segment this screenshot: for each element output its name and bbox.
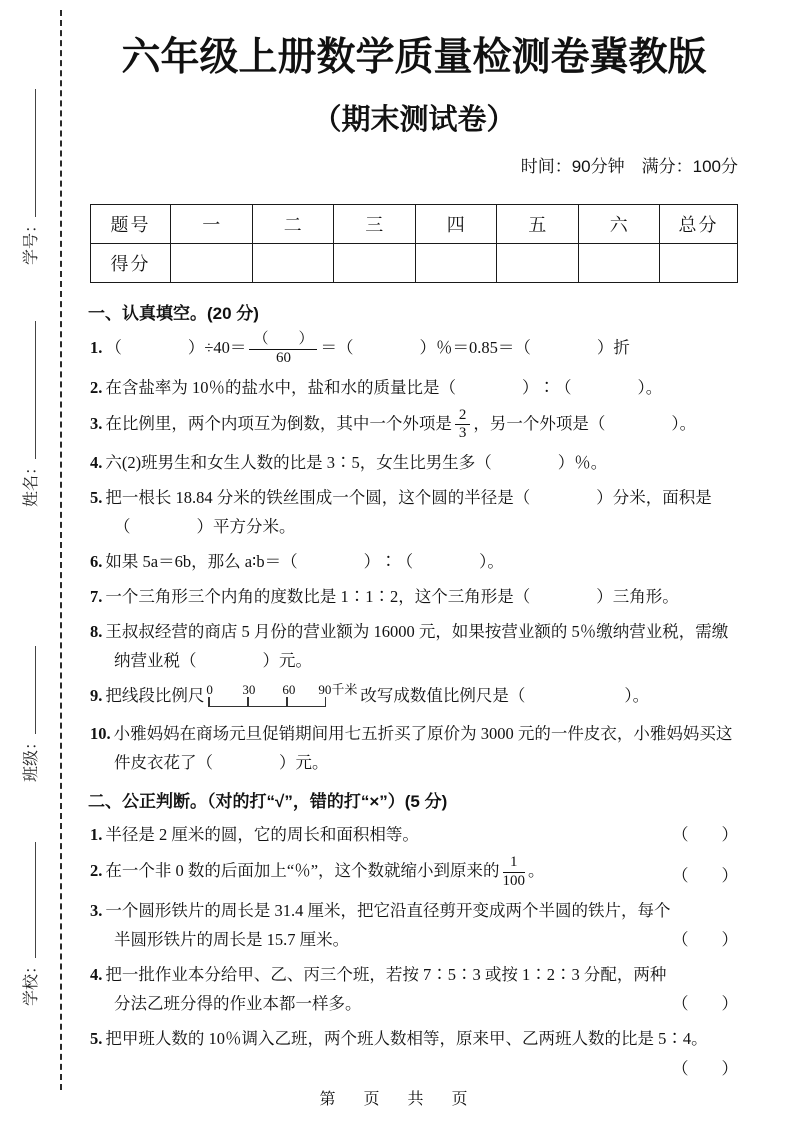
question-1 [90,332,740,367]
exam-time-score-info: 时间：90分钟 满分：100分 [520,156,738,176]
score-cell-empty [497,244,579,283]
question-8 [90,617,740,675]
score-table-col-total: 总分 [660,205,738,244]
question-4 [90,448,740,477]
exam-title: 六年级上册数学质量检测卷冀教版 [121,36,707,79]
question-3-number: 3. [90,413,103,433]
question-5 [90,483,740,541]
exam-body [90,297,740,1087]
judge-4-text: 把一批作业本分给甲、乙、丙三个班，若按 7∶5∶3 或按 1∶2∶3 分配，两种分法乙班分得的作业本都一样多。 [105,964,667,1013]
score-table-col-question: 题号 [91,205,171,244]
score-table [90,204,738,283]
name-write-line [22,321,36,459]
margin-dashed-divider [60,10,62,1090]
question-1-part1: （ ）÷40＝ [105,338,247,358]
question-6 [90,547,740,576]
score-table-col-6: 六 [578,205,660,244]
question-8-number: 8. [90,622,103,641]
score-table-col-4: 四 [415,205,497,244]
question-7 [90,582,740,611]
question-3 [90,408,740,443]
student-id-label: 学号： [23,216,40,265]
score-cell-empty [252,244,334,283]
score-table-col-1: 一 [171,205,253,244]
score-table-col-5: 五 [497,205,579,244]
name-label: 姓名： [23,458,40,507]
question-4-number: 4. [90,453,103,472]
question-10 [90,719,740,777]
judge-item-3 [90,896,740,954]
section2-heading: 二、公正判断。（对的打“√”，错的打“×”）(5 分) [88,792,448,811]
school-label: 学校： [23,957,40,1006]
exam-subtitle: （期末测试卷） [312,103,516,136]
question-4-text: 六(2)班男生和女生人数的比是 3∶5，女生比男生多（ ）％。 [105,453,608,472]
exam-header [90,34,738,177]
question-7-text: 一个三角形三个内角的度数比是 1∶1∶2，这个三角形是（ ）三角形。 [105,587,679,606]
question-9-number: 9. [90,686,103,705]
class-write-line [22,646,36,734]
question-1-number: 1. [90,338,103,358]
judge-1-text: 半径是 2 厘米的圆，它的周长和面积相等。 [105,825,419,844]
question-2 [90,373,740,402]
question-10-number: 10. [90,724,111,743]
fraction-two-thirds: $\frac{2}{3}$ [455,408,471,443]
question-9-part2: 改写成数值比例尺是（ ）。 [360,686,650,705]
judge-item-4 [90,960,740,1018]
score-cell-empty [171,244,253,283]
judge-item-5 [90,1024,740,1078]
judge-2-part2: 。 [528,861,545,881]
score-table-score-row [91,244,738,283]
question-10-text: 小雅妈妈在商场元旦促销期间用七五折买了原价为 3000 元的一件皮衣，小雅妈妈买这件皮衣花了（ ）元。 [113,724,733,772]
judge-3-text: 一个圆形铁片的周长是 31.4 厘米，把它沿直径剪开变成两个半圆的铁片，每个半圆形铁片的周长是 15.7 厘米。 [105,900,671,949]
judge-1-answer-parentheses: （ ） [672,825,738,844]
question-5-text: 把一根长 18.84 分米的铁丝围成一个圆，这个圆的半径是（ ）分米，面积是（ ）平方分米。 [105,488,712,536]
question-2-number: 2. [90,377,103,397]
judge-2-part1: 在一个非 0 数的后面加上“％”，这个数就缩小到原来的 [105,861,500,881]
question-5-number: 5. [90,488,103,507]
line-scale-bar [206,683,358,713]
score-table-col-2: 二 [252,205,334,244]
score-cell-empty [415,244,497,283]
score-cell-empty [334,244,416,283]
question-9-part1: 把线段比例尺 [105,686,205,705]
judge-3-number: 3. [90,900,103,920]
question-7-number: 7. [90,587,103,606]
student-id-write-line [22,89,36,217]
scale-bar-ruler [208,698,326,707]
school-write-line [22,842,36,958]
question-2-text: 在含盐率为 10％的盐水中，盐和水的质量比是（ ）∶（ ）。 [105,377,663,397]
judge-5-number: 5. [90,1028,103,1048]
scale-bar-labels: 0 30 60 90千米 [206,682,358,697]
judge-item-1 [90,820,740,849]
question-3-part1: 在比例里，两个内项互为倒数，其中一个外项是 [105,413,452,433]
score-cell-empty [660,244,738,283]
margin-field-class [22,640,42,782]
judge-item-2 [90,855,740,890]
fraction-one-hundredth: $\frac{1}{100}$ [502,854,526,889]
judge-5-answer-parentheses: （ ） [672,1058,738,1078]
score-row-label: 得分 [91,244,171,283]
score-table-header-row [91,205,738,244]
judge-1-number: 1. [90,825,103,844]
judge-2-number: 2. [90,861,103,881]
question-6-number: 6. [90,552,103,571]
page-footer: 第 页 共 页 [319,1091,474,1108]
judge-2-answer-parentheses: （ ） [672,865,738,885]
judge-5-text: 把甲班人数的 10％调入乙班，两个班人数相等，原来甲、乙两班人数的比是 5∶4。 [105,1028,708,1048]
question-1-part2: ＝（ ）％＝0.85＝（ ）折 [320,338,630,358]
margin-field-school [22,834,42,1006]
judge-4-number: 4. [90,964,103,984]
margin-field-student-id [22,80,42,265]
question-6-text: 如果 5a＝6b，那么 a∶b＝（ ）∶（ ）。 [105,552,504,571]
fraction-blank-over-60: $\frac{( )}{60}$ [249,332,317,367]
score-cell-empty [578,244,660,283]
question-3-part2: ，另一个外项是（ ）。 [473,413,697,433]
judge-3-answer-parentheses: （ ） [672,929,738,949]
section1-heading: 一、认真填空。(20 分) [88,304,259,323]
class-label: 班级： [23,733,40,782]
question-9 [90,681,740,713]
question-8-text: 王叔叔经营的商店 5 月份的营业额为 16000 元，如果按营业额的 5％缴纳营业税，需缴纳营业税（ ）元。 [105,622,729,670]
margin-field-name [22,315,42,507]
score-table-col-3: 三 [334,205,416,244]
judge-4-answer-parentheses: （ ） [672,993,738,1013]
